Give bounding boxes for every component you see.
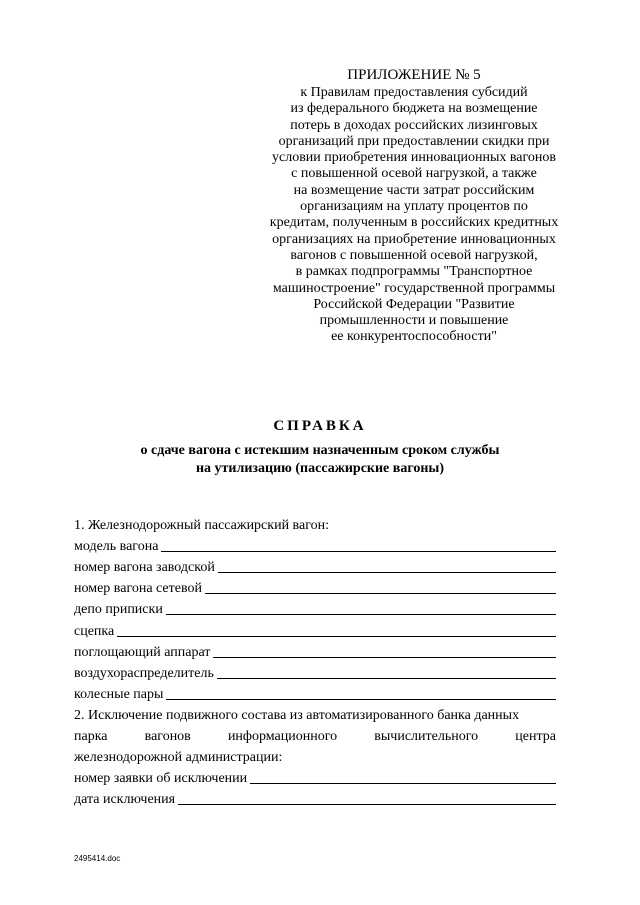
appendix-line: на возмещение части затрат российским — [293, 182, 535, 198]
appendix-line: потерь в доходах российских лизинговых — [290, 117, 538, 133]
fill-in-line[interactable] — [218, 572, 556, 573]
appendix-lines — [226, 85, 602, 346]
appendix-line: вагонов с повышенной осевой нагрузкой, — [290, 247, 538, 263]
field-network-number — [74, 576, 556, 597]
fill-in-line[interactable] — [166, 614, 556, 615]
fill-in-line[interactable] — [250, 783, 556, 784]
appendix-line: из федерального бюджета на возмещение — [290, 101, 538, 117]
fill-in-line[interactable] — [117, 636, 556, 637]
field-wheel-sets — [74, 682, 556, 703]
fill-in-line[interactable] — [217, 678, 556, 679]
section-2-heading: 2. Исключение подвижного состава из автоматизированного банка данных — [74, 707, 520, 723]
field-exclusion-request-number — [74, 766, 556, 787]
appendix-line: кредитам, полученным в российских кредитных — [269, 215, 559, 231]
section-1-heading: 1. Железнодорожный пассажирский вагон: — [74, 518, 329, 534]
subtitle-line: на утилизацию (пассажирские вагоны) — [195, 461, 444, 476]
field-label: номер вагона заводской — [74, 560, 215, 576]
document-subtitle — [60, 442, 580, 478]
appendix-line: промышленности и повышение — [319, 313, 509, 329]
appendix-line: организаций при предоставлении скидки при — [278, 133, 550, 149]
field-home-depot — [74, 597, 556, 618]
appendix-line: с повышенной осевой нагрузкой, а также — [291, 166, 537, 182]
document-title: СПРАВКА — [273, 418, 367, 434]
appendix-line: условии приобретения инновационных вагонов — [272, 150, 556, 166]
appendix-line: организациях на приобретение инновационных — [272, 231, 556, 247]
field-label: депо приписки — [74, 602, 163, 618]
field-air-distributor — [74, 661, 556, 682]
justified-word: центра — [515, 728, 556, 744]
field-label: дата исключения — [74, 792, 176, 808]
field-label: воздухораспределитель — [74, 665, 214, 681]
appendix-line: машиностроение" государственной программы — [272, 280, 556, 296]
section-2-justified-line — [74, 724, 556, 745]
field-draft-gear — [74, 640, 556, 661]
field-wagon-model — [74, 534, 556, 555]
appendix-line: в рамках подпрограммы "Транспортное — [295, 264, 533, 280]
appendix-line: организациям на уплату процентов по — [300, 199, 528, 215]
section-2-line-3: железнодорожной администрации: — [74, 750, 283, 766]
fill-in-line[interactable] — [205, 593, 556, 594]
field-label: сцепка — [74, 623, 115, 639]
appendix-line: Российской Федерации "Развитие — [313, 296, 515, 312]
appendix-number: ПРИЛОЖЕНИЕ № 5 — [347, 67, 481, 83]
field-exclusion-date — [74, 787, 556, 808]
document-filename: 2495414.doc — [74, 854, 121, 863]
fill-in-line[interactable] — [213, 657, 556, 658]
justified-word: информационного — [227, 728, 338, 744]
field-label: номер заявки об исключении — [74, 771, 248, 787]
justified-word: вагонов — [144, 728, 191, 744]
field-label: колесные пары — [74, 686, 164, 702]
appendix-line: ее конкурентоспособности" — [331, 329, 497, 345]
fill-in-line[interactable] — [161, 551, 556, 552]
field-label: номер вагона сетевой — [74, 581, 202, 597]
certificate-form — [74, 513, 556, 808]
field-coupling — [74, 618, 556, 639]
subtitle-line: о сдаче вагона с истекшим назначенным сроком службы — [140, 443, 500, 458]
field-label: модель вагона — [74, 539, 159, 555]
appendix-block — [226, 66, 602, 346]
justified-word: парка — [74, 728, 108, 744]
field-factory-number — [74, 555, 556, 576]
justified-word: вычислительного — [374, 728, 479, 744]
fill-in-line[interactable] — [166, 699, 556, 700]
field-label: поглощающий аппарат — [74, 644, 211, 660]
appendix-line: к Правилам предоставления субсидий — [300, 85, 528, 100]
fill-in-line[interactable] — [178, 804, 556, 805]
